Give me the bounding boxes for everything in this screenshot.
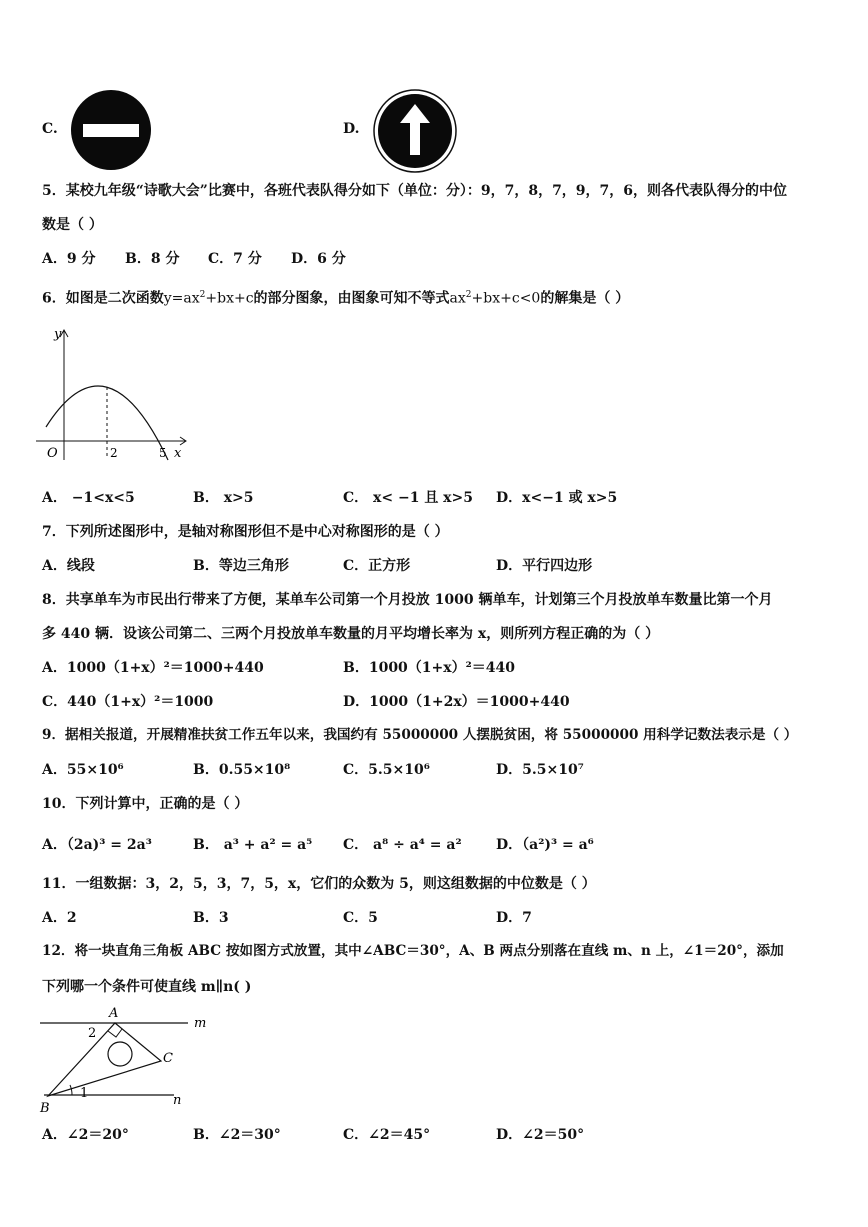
q6-inequality: ax [449,290,466,307]
q6-option-d: D．x<−1 或 x>5 [496,490,618,506]
graph-x-label: x [174,446,182,461]
q10-option-a: A．（2a)³ = 2a³ [42,837,152,853]
q6-stem [42,291,629,306]
q12-stem-line2: 下列哪一个条件可使直线 m∥n( ) [42,979,252,995]
q6-function-tail: +bx+c [205,290,254,307]
q6-stem-part-c: 的解集是（ ） [540,290,630,307]
q10-option-b: B． a³ + a² = a⁵ [193,837,313,853]
q5-stem-line1: 5．某校九年级“诗歌大会”比赛中，各班代表队得分如下（单位：分）：9，7，8，7，9，7，6，则各代表队得分的中位 [42,183,788,199]
q5-option-b: B．8 分 [125,251,180,267]
figure-label-angle-1: 1 [80,1086,89,1101]
q9-option-a: A．55×10⁶ [42,762,124,778]
q6-option-b: B． x>5 [193,490,254,506]
q12-stem-line1: 12．将一块直角三角板 ABC 按如图方式放置，其中∠ABC＝30°，A、B 两点分别落在直线 m、n 上，∠1＝20°，添加 [42,943,784,959]
q5-option-d: D．6 分 [291,251,346,267]
q11-option-c: C．5 [343,910,378,926]
q10-option-d: D．（a²)³ = a⁶ [496,837,594,853]
q11-stem: 11．一组数据：3，2，5，3，7，5，x，它们的众数为 5，则这组数据的中位数是（ ） [42,876,596,892]
figure-label-b: B [40,1101,50,1116]
q11-option-a: A．2 [42,910,77,926]
q9-stem: 9．据相关报道，开展精准扶贫工作五年以来，我国约有 55000000 人摆脱贫困，将 55000000 用科学记数法表示是（ ） [42,727,798,743]
q10-stem: 10．下列计算中，正确的是（ ） [42,796,249,812]
q9-option-b: B．0.55×10⁸ [193,762,291,778]
q9-option-c: C．5.5×10⁶ [343,762,430,778]
q12-option-c: C．∠2＝45° [343,1127,431,1143]
q7-option-d: D．平行四边形 [496,558,593,574]
q4-option-c-label: C. [42,121,58,137]
q6-option-c: C． x< −1 且 x>5 [343,490,474,506]
q8-option-d: D．1000（1+2x）＝1000+440 [343,694,570,710]
q6-stem-part-b: 的部分图象，由图象可知不等式 [253,290,450,307]
figure-label-n: n [173,1093,182,1108]
graph-y-label: y [54,327,62,342]
figure-label-angle-2: 2 [88,1026,97,1041]
q10-option-c: C． a⁸ ÷ a⁴ = a² [343,837,462,853]
graph-origin-label: O [47,446,58,461]
graph-tick-5: 5 [159,446,167,460]
figure-label-c: C [163,1051,173,1066]
q5-stem-line2: 数是（ ） [42,217,103,233]
q12-option-b: B．∠2＝30° [193,1127,281,1143]
q4-option-d-label: D. [343,121,360,137]
q9-option-d: D．5.5×10⁷ [496,762,584,778]
q6-inequality-tail: +bx+c<0 [471,290,541,307]
q8-option-b: B．1000（1+x）²＝440 [343,660,515,676]
figure-label-a: A [109,1006,119,1021]
q8-stem-line2: 多 440 辆．设该公司第二、三两个月投放单车数量的月平均增长率为 x，则所列方程正确的为（ ） [42,626,660,642]
q7-option-b: B．等边三角形 [193,558,289,574]
q7-stem: 7．下列所述图形中，是轴对称图形但不是中心对称图形的是（ ） [42,524,449,540]
q8-option-a: A．1000（1+x）²＝1000+440 [42,660,264,676]
straight-ahead-arrow-sign-icon [372,89,458,173]
q6-option-a: A． −1<x<5 [42,490,135,506]
q12-option-d: D．∠2＝50° [496,1127,585,1143]
q7-option-c: C．正方形 [343,558,411,574]
q7-option-a: A．线段 [42,558,95,574]
figure-label-m: m [194,1016,207,1031]
q5-option-a: A．9 分 [42,251,96,267]
q8-stem-line1: 8．共享单车为市民出行带来了方便，某单车公司第一个月投放 1000 辆单车，计划第三个月投放单车数量比第一个月 [42,592,773,608]
q6-function: y=ax [163,290,200,307]
q6-inequality-exponent: 2 [465,290,472,300]
q5-option-c: C．7 分 [208,251,262,267]
parabola-graph [36,324,196,464]
no-entry-sign-icon [68,88,154,172]
q11-option-d: D．7 [496,910,532,926]
triangle-figure [36,1004,216,1120]
q6-function-exponent: 2 [199,290,206,300]
q11-option-b: B．3 [193,910,229,926]
q6-stem-part-a: 6．如图是二次函数 [42,290,164,307]
graph-tick-2: 2 [110,446,118,460]
q8-option-c: C．440（1+x）²＝1000 [42,694,214,710]
q12-option-a: A．∠2＝20° [42,1127,129,1143]
